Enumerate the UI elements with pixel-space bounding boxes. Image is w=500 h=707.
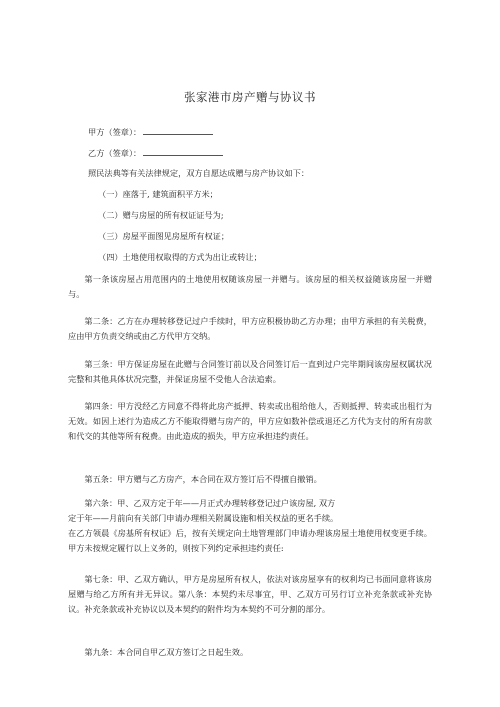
clause-7-8: 第七条：甲、乙双方确认，甲方是房屋所有权人，依法对该房屋享有的权利均已书面同意将该房屋赠与给乙方所有并无异议。第八条：本契约未尽事宜，甲、乙双方可另行订立补充条款或补充协议。补充条款或补充协议以及本契约的附件均为本契约不可分割的部分。 — [68, 574, 432, 614]
intro-text: 照民法典等有关法律规定，双方自愿达成赠与房产协议如下： — [88, 168, 310, 178]
clause-6-rest: 在乙方领晨《房基所有权证》后，按有关规定向土地管理部门申请办理该房屋土地使用权变更手续。甲方未按规定履行以上义务的，则按下列约定承担违约责任: — [68, 528, 432, 553]
party-a-line — [88, 125, 213, 140]
party-b-signature-blank — [143, 146, 223, 156]
item-2: （二）赠与房屋的所有权证证号为; — [98, 210, 224, 220]
item-1: （一）座落于, 建筑面积平方米； — [98, 189, 218, 199]
party-b-line — [88, 146, 223, 161]
clause-6-line-1: 第六条：甲、乙双方定于年——月正式办理转移登记过户该房屋, 双方 — [84, 498, 336, 508]
item-3: （三）房屋平面图见房屋所有权证； — [98, 231, 230, 241]
party-b-label: 乙方（签章）： — [88, 148, 142, 158]
document-title: 张家港市房产赠与协议书 — [184, 90, 316, 104]
clause-1: 第一条该房屋占用范围内的土地使用权随该房屋一并赠与。该房屋的相关权益随该房屋一并赠与。 — [68, 274, 432, 299]
clause-6-line-2: 定于年——月前向有关部门申请办理相关附属设施和相关权益的更名手续。 — [68, 513, 339, 523]
party-a-label: 甲方（签章）： — [88, 127, 142, 137]
party-a-signature-blank — [143, 125, 213, 135]
clause-4: 第四条：甲方没经乙方同意不得将此房产抵押、转卖或出租给他人，否则抵押、转卖或出租行为无效。如因上述行为造成乙方不能取得赠与房产的，甲方应如数补偿或退还乙方代为支付的所有房款和代交的其他等所有税费。由此造成的损失，甲方应承担违约责任。 — [68, 401, 432, 441]
item-4: （四）土地使用权取得的方式为出让或转让； — [98, 252, 262, 262]
clause-9: 第九条：本合同自甲乙双方签订之日起生效。 — [84, 647, 249, 657]
clause-2: 第二条：乙方在办理转移登记过户手续时，甲方应积极协助乙方办理；由甲方承担的有关税费，应由甲方负责交纳或由乙方代甲方交纳。 — [68, 316, 432, 341]
clause-3: 第三条：甲方保证房屋在此赠与合同签订前以及合同签订后一直到过户完毕期间该房屋权属状况完整和其他具体状况完整，并保证房屋不受他人合法追索。 — [68, 359, 432, 384]
clause-5: 第五条：甲方赠与乙方房产，本合同在双方签订后不得擅自撤销。 — [84, 474, 322, 484]
